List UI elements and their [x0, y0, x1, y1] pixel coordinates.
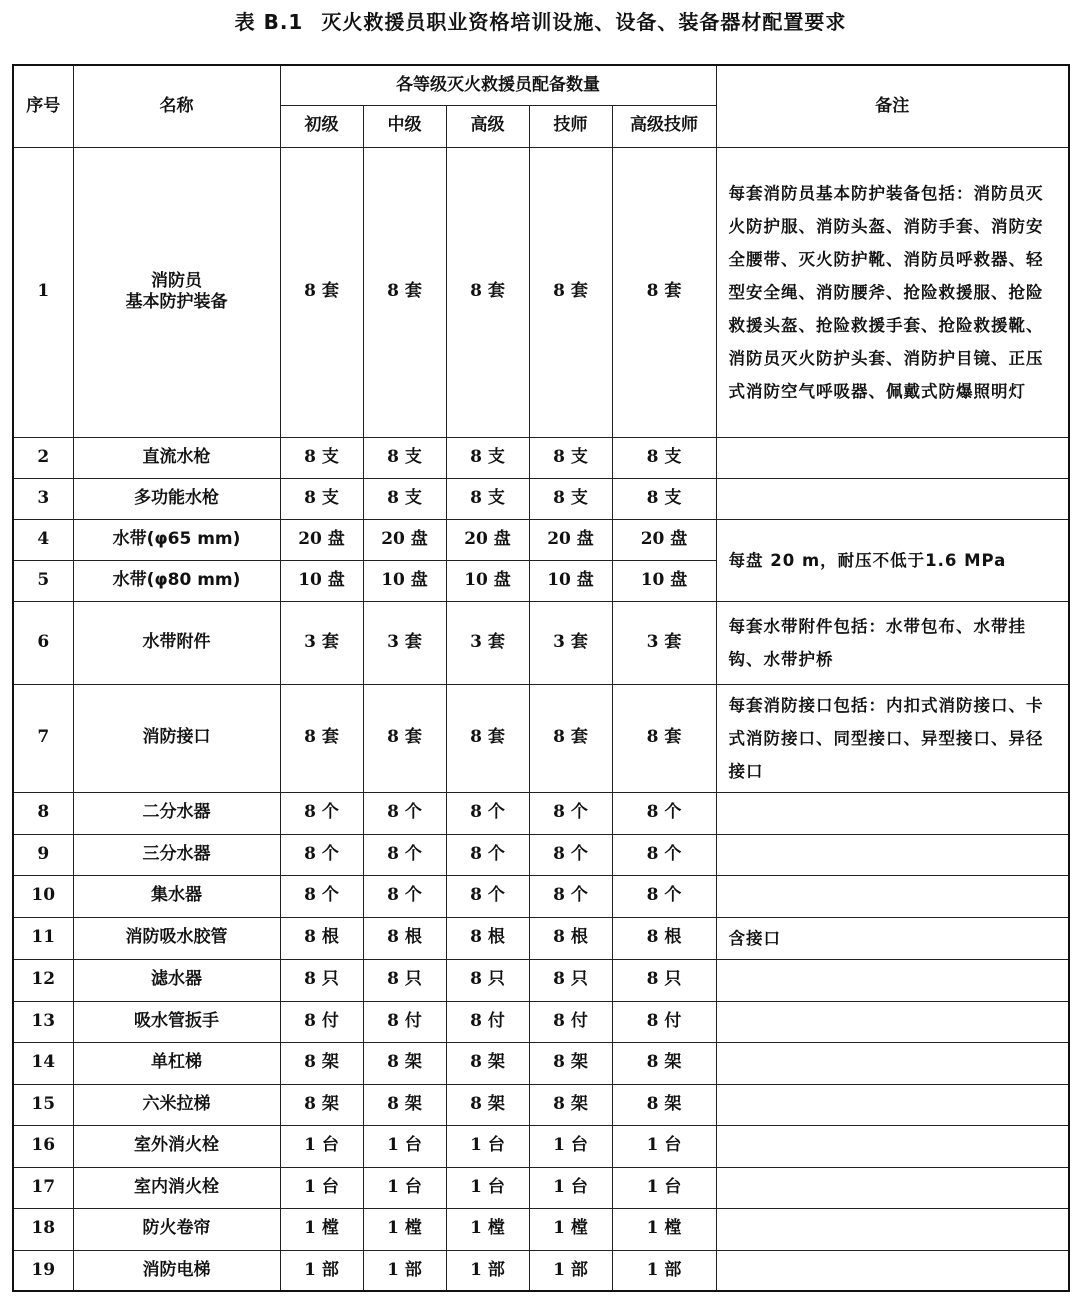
row-name: 滤水器 — [73, 959, 280, 1001]
qty-junior: 8 支 — [280, 478, 363, 519]
table-row — [13, 875, 1069, 917]
row-note: 每套水带附件包括：水带包布、水带挂钩、水带护桥 — [716, 601, 1069, 684]
row-seq: 4 — [13, 519, 73, 560]
qty-junior: 8 只 — [280, 959, 363, 1001]
qty-intermediate: 8 个 — [363, 834, 446, 875]
row-note: 含接口 — [716, 917, 1069, 959]
qty-senior-technician: 8 个 — [612, 875, 716, 917]
row-note — [716, 1001, 1069, 1042]
row-name: 多功能水枪 — [73, 478, 280, 519]
qty-technician: 1 台 — [529, 1125, 612, 1167]
qty-junior: 1 部 — [280, 1250, 363, 1291]
row-note — [716, 875, 1069, 917]
qty-technician: 20 盘 — [529, 519, 612, 560]
table-header — [13, 65, 1069, 147]
row-seq: 17 — [13, 1167, 73, 1208]
qty-senior: 1 部 — [446, 1250, 529, 1291]
qty-intermediate: 1 台 — [363, 1167, 446, 1208]
row-name-line: 消防员 — [151, 270, 202, 291]
row-seq: 12 — [13, 959, 73, 1001]
row-name: 水带(φ80 mm) — [73, 560, 280, 601]
qty-technician: 8 个 — [529, 792, 612, 834]
table-body — [13, 147, 1069, 1291]
qty-junior: 8 架 — [280, 1042, 363, 1084]
qty-technician: 8 套 — [529, 147, 612, 437]
row-seq: 16 — [13, 1125, 73, 1167]
row-seq: 18 — [13, 1208, 73, 1250]
qty-senior: 3 套 — [446, 601, 529, 684]
row-name: 防火卷帘 — [73, 1208, 280, 1250]
table-row — [13, 1250, 1069, 1291]
qty-senior: 8 付 — [446, 1001, 529, 1042]
qty-technician: 8 套 — [529, 684, 612, 792]
qty-technician: 1 台 — [529, 1167, 612, 1208]
qty-intermediate: 1 台 — [363, 1125, 446, 1167]
header-level-senior-technician: 高级技师 — [612, 105, 716, 147]
qty-senior: 8 套 — [446, 684, 529, 792]
table-row — [13, 792, 1069, 834]
row-seq: 14 — [13, 1042, 73, 1084]
row-name: 直流水枪 — [73, 437, 280, 478]
table-row — [13, 834, 1069, 875]
row-note — [716, 1125, 1069, 1167]
table-caption: 灭火救援员职业资格培训设施、设备、装备器材配置要求 — [321, 10, 847, 34]
qty-junior: 1 台 — [280, 1167, 363, 1208]
row-seq: 8 — [13, 792, 73, 834]
row-note — [716, 1084, 1069, 1125]
qty-intermediate: 8 架 — [363, 1042, 446, 1084]
header-level-senior: 高级 — [446, 105, 529, 147]
row-seq: 1 — [13, 147, 73, 437]
row-name: 三分水器 — [73, 834, 280, 875]
row-name: 二分水器 — [73, 792, 280, 834]
row-name: 室内消火栓 — [73, 1167, 280, 1208]
qty-technician: 8 架 — [529, 1084, 612, 1125]
row-note: 每套消防接口包括：内扣式消防接口、卡式消防接口、同型接口、异型接口、异径接口 — [716, 684, 1069, 792]
qty-senior-technician: 8 个 — [612, 834, 716, 875]
row-seq: 9 — [13, 834, 73, 875]
qty-technician: 8 个 — [529, 875, 612, 917]
row-note: 每盘 20 m，耐压不低于1.6 MPa — [716, 519, 1069, 601]
qty-junior: 8 个 — [280, 792, 363, 834]
qty-junior: 8 套 — [280, 147, 363, 437]
qty-senior: 8 架 — [446, 1084, 529, 1125]
qty-senior-technician: 1 台 — [612, 1125, 716, 1167]
qty-senior-technician: 8 套 — [612, 684, 716, 792]
qty-senior: 8 套 — [446, 147, 529, 437]
header-level-technician: 技师 — [529, 105, 612, 147]
row-seq: 3 — [13, 478, 73, 519]
qty-junior: 8 架 — [280, 1084, 363, 1125]
qty-senior: 8 个 — [446, 792, 529, 834]
row-name: 水带(φ65 mm) — [73, 519, 280, 560]
row-name: 六米拉梯 — [73, 1084, 280, 1125]
qty-technician: 8 支 — [529, 437, 612, 478]
qty-junior: 10 盘 — [280, 560, 363, 601]
qty-intermediate: 8 根 — [363, 917, 446, 959]
qty-technician: 8 只 — [529, 959, 612, 1001]
qty-senior: 10 盘 — [446, 560, 529, 601]
qty-technician: 1 樘 — [529, 1208, 612, 1250]
qty-senior: 1 台 — [446, 1125, 529, 1167]
qty-junior: 20 盘 — [280, 519, 363, 560]
qty-intermediate: 10 盘 — [363, 560, 446, 601]
row-note — [716, 959, 1069, 1001]
qty-senior: 20 盘 — [446, 519, 529, 560]
row-name: 单杠梯 — [73, 1042, 280, 1084]
qty-senior-technician: 8 付 — [612, 1001, 716, 1042]
table-title — [0, 6, 1081, 35]
row-note — [716, 478, 1069, 519]
qty-senior-technician: 8 个 — [612, 792, 716, 834]
qty-senior-technician: 10 盘 — [612, 560, 716, 601]
row-name: 消防接口 — [73, 684, 280, 792]
qty-technician: 8 支 — [529, 478, 612, 519]
row-note — [716, 1250, 1069, 1291]
table-row — [13, 1167, 1069, 1208]
row-name: 室外消火栓 — [73, 1125, 280, 1167]
row-note — [716, 1167, 1069, 1208]
row-seq: 10 — [13, 875, 73, 917]
row-name: 消防吸水胶管 — [73, 917, 280, 959]
row-seq: 19 — [13, 1250, 73, 1291]
qty-intermediate: 8 付 — [363, 1001, 446, 1042]
qty-senior: 1 樘 — [446, 1208, 529, 1250]
header-name: 名称 — [73, 65, 280, 147]
table-row — [13, 1084, 1069, 1125]
table-row — [13, 684, 1069, 792]
qty-junior: 3 套 — [280, 601, 363, 684]
qty-intermediate: 8 支 — [363, 478, 446, 519]
qty-senior: 8 个 — [446, 834, 529, 875]
qty-senior: 8 根 — [446, 917, 529, 959]
qty-intermediate: 8 个 — [363, 792, 446, 834]
qty-senior-technician: 8 根 — [612, 917, 716, 959]
qty-senior-technician: 8 支 — [612, 478, 716, 519]
qty-technician: 1 部 — [529, 1250, 612, 1291]
qty-senior-technician: 8 套 — [612, 147, 716, 437]
qty-senior-technician: 3 套 — [612, 601, 716, 684]
qty-senior: 8 架 — [446, 1042, 529, 1084]
qty-junior: 8 支 — [280, 437, 363, 478]
qty-intermediate: 3 套 — [363, 601, 446, 684]
table-row — [13, 478, 1069, 519]
table-row — [13, 147, 1069, 437]
qty-senior-technician: 1 部 — [612, 1250, 716, 1291]
qty-senior-technician: 8 架 — [612, 1084, 716, 1125]
qty-junior: 8 个 — [280, 875, 363, 917]
row-name-line: 基本防护装备 — [125, 292, 228, 312]
qty-intermediate: 8 支 — [363, 437, 446, 478]
table-row — [13, 601, 1069, 684]
qty-junior: 1 台 — [280, 1125, 363, 1167]
row-seq: 2 — [13, 437, 73, 478]
qty-senior-technician: 1 台 — [612, 1167, 716, 1208]
row-seq: 13 — [13, 1001, 73, 1042]
table-row — [13, 1001, 1069, 1042]
row-note — [716, 437, 1069, 478]
qty-senior: 1 台 — [446, 1167, 529, 1208]
qty-intermediate: 8 套 — [363, 684, 446, 792]
qty-junior: 8 根 — [280, 917, 363, 959]
header-note: 备注 — [716, 65, 1069, 147]
header-quantity-group: 各等级灭火救援员配备数量 — [280, 65, 716, 105]
qty-senior-technician: 1 樘 — [612, 1208, 716, 1250]
row-seq: 11 — [13, 917, 73, 959]
qty-senior-technician: 8 支 — [612, 437, 716, 478]
row-seq: 7 — [13, 684, 73, 792]
qty-technician: 8 付 — [529, 1001, 612, 1042]
row-name: 水带附件 — [73, 601, 280, 684]
equipment-table — [12, 64, 1070, 1292]
qty-senior-technician: 20 盘 — [612, 519, 716, 560]
table-row — [13, 959, 1069, 1001]
qty-intermediate: 8 个 — [363, 875, 446, 917]
qty-senior: 8 只 — [446, 959, 529, 1001]
row-note — [716, 1042, 1069, 1084]
qty-senior: 8 个 — [446, 875, 529, 917]
table-row — [13, 917, 1069, 959]
table-number: 表 B.1 — [234, 10, 304, 34]
row-name — [73, 147, 280, 437]
qty-junior: 1 樘 — [280, 1208, 363, 1250]
row-seq: 15 — [13, 1084, 73, 1125]
table-row — [13, 1042, 1069, 1084]
table-row — [13, 437, 1069, 478]
qty-intermediate: 1 部 — [363, 1250, 446, 1291]
qty-technician: 8 根 — [529, 917, 612, 959]
header-seq: 序号 — [13, 65, 73, 147]
row-name: 消防电梯 — [73, 1250, 280, 1291]
qty-senior: 8 支 — [446, 437, 529, 478]
qty-senior: 8 支 — [446, 478, 529, 519]
qty-junior: 8 个 — [280, 834, 363, 875]
qty-technician: 8 个 — [529, 834, 612, 875]
qty-intermediate: 8 只 — [363, 959, 446, 1001]
row-name: 吸水管扳手 — [73, 1001, 280, 1042]
header-level-intermediate: 中级 — [363, 105, 446, 147]
table-row — [13, 1208, 1069, 1250]
qty-technician: 8 架 — [529, 1042, 612, 1084]
row-name: 集水器 — [73, 875, 280, 917]
qty-junior: 8 套 — [280, 684, 363, 792]
qty-technician: 3 套 — [529, 601, 612, 684]
qty-technician: 10 盘 — [529, 560, 612, 601]
table-row — [13, 1125, 1069, 1167]
qty-senior-technician: 8 架 — [612, 1042, 716, 1084]
qty-junior: 8 付 — [280, 1001, 363, 1042]
qty-intermediate: 20 盘 — [363, 519, 446, 560]
header-level-junior: 初级 — [280, 105, 363, 147]
row-note: 每套消防员基本防护装备包括：消防员灭火防护服、消防头盔、消防手套、消防安全腰带、灭火防护靴、消防员呼救器、轻型安全绳、消防腰斧、抢险救援服、抢险救援头盔、抢险救援手套、抢险救援靴、消防员灭火防护头套、消防护目镜、正压式消防空气呼吸器、佩戴式防爆照明灯 — [716, 147, 1069, 437]
qty-intermediate: 8 架 — [363, 1084, 446, 1125]
row-seq: 5 — [13, 560, 73, 601]
qty-intermediate: 1 樘 — [363, 1208, 446, 1250]
qty-intermediate: 8 套 — [363, 147, 446, 437]
row-note — [716, 834, 1069, 875]
table-row — [13, 519, 1069, 560]
row-seq: 6 — [13, 601, 73, 684]
row-note — [716, 792, 1069, 834]
row-note — [716, 1208, 1069, 1250]
qty-senior-technician: 8 只 — [612, 959, 716, 1001]
